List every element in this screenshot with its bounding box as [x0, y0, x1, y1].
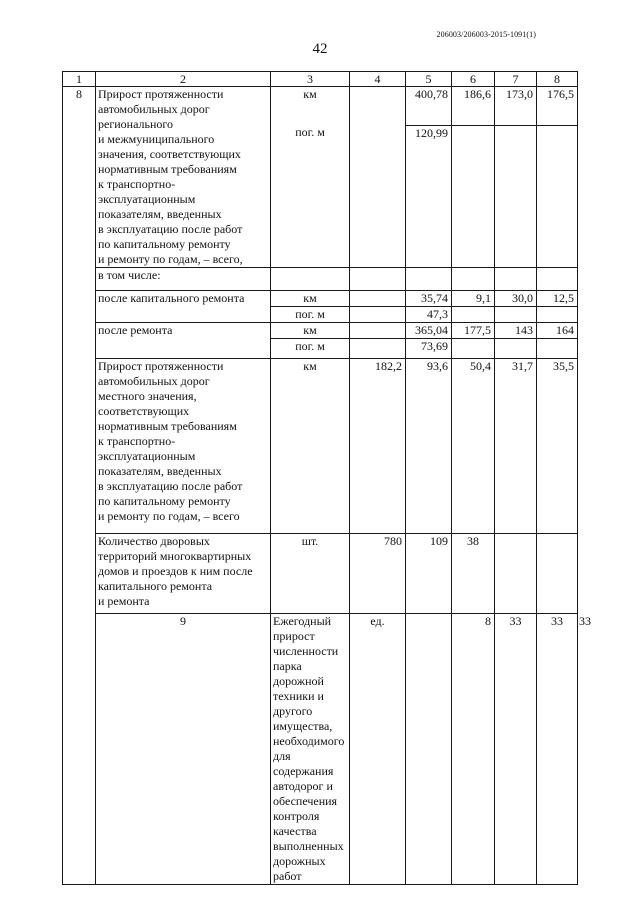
value-cell [350, 323, 406, 339]
unit-cell: пог. м [271, 125, 350, 267]
value-cell [537, 125, 578, 267]
value-cell: 33 [537, 614, 578, 885]
table-row [63, 268, 578, 291]
indicators-table [62, 71, 591, 885]
unit-cell: пог. м [271, 307, 350, 323]
value-cell: 143 [495, 323, 537, 339]
value-cell: 35,74 [406, 291, 452, 307]
including-label: в том числе: [96, 268, 271, 291]
value-cell: 47,3 [406, 307, 452, 323]
unit-cell: ед. [350, 614, 406, 885]
unit-cell: км [271, 291, 350, 307]
table-row [63, 87, 578, 126]
row-number: 8 [63, 87, 96, 885]
value-cell [350, 339, 406, 359]
column-header: 3 [271, 72, 350, 87]
value-cell: 780 [350, 534, 406, 614]
indicator-text: Прирост протяженности автомобильных дорог регионального и межмуниципального значения, соответствующих нормативным требованиям к транспортно- эксплуатационным показателям, введенных в эксплуатацию после работ по капитальному ремонту и ремонту по годам, – всего, [96, 87, 271, 268]
row-number: 9 [96, 614, 271, 885]
subitem-label: после капитального ремонта [96, 291, 271, 323]
value-cell: 120,99 [406, 125, 452, 267]
column-number-row [63, 72, 578, 87]
value-cell: 8 [452, 614, 495, 885]
unit-cell: шт. [271, 534, 350, 614]
column-header: 5 [406, 72, 452, 87]
unit-cell: км [271, 359, 350, 534]
unit-cell: км [271, 323, 350, 339]
value-cell [406, 614, 452, 885]
column-header: 2 [96, 72, 271, 87]
value-cell: 177,5 [452, 323, 495, 339]
value-cell: 9,1 [452, 291, 495, 307]
table-row: 9 Ежегодный прирост численности парка дорожной техники и другого имущества, необходимого для содержания автодорог и обеспечения контроля качества выполненных дорожных работ ед. 8 33 33 33 [63, 614, 578, 885]
column-header: 1 [63, 72, 96, 87]
value-cell [350, 87, 406, 126]
value-cell [350, 125, 406, 267]
column-header: 8 [537, 72, 578, 87]
value-cell: 93,6 [406, 359, 452, 534]
value-cell: 73,69 [406, 339, 452, 359]
value-cell: 173,0 [495, 87, 537, 126]
value-cell: 12,5 [537, 291, 578, 307]
value-cell: 50,4 [452, 359, 495, 534]
table-row [63, 291, 578, 307]
value-cell: 186,6 [452, 87, 495, 126]
value-cell: 30,0 [495, 291, 537, 307]
value-cell: 400,78 [406, 87, 452, 126]
subitem-label: после ремонта [96, 323, 271, 359]
indicator-text: Ежегодный прирост численности парка дорожной техники и другого имущества, необходимого для содержания автодорог и обеспечения контроля качества выполненных дорожных работ [271, 614, 350, 885]
indicator-text: Количество дворовых территорий многоквартирных домов и проездов к ним после капитального ремонта и ремонта [96, 534, 271, 614]
value-cell [452, 125, 495, 267]
value-cell: 33 [495, 614, 537, 885]
value-cell: 31,7 [495, 359, 537, 534]
value-cell: 109 [406, 534, 452, 614]
column-header: 7 [495, 72, 537, 87]
column-header: 4 [350, 72, 406, 87]
indicator-text: Прирост протяженности автомобильных дорог местного значения, соответствующих нормативным требованиям к транспортно- эксплуатационным показателям, введенных в эксплуатацию после работ по капитальному ремонту и ремонту по годам, – всего [96, 359, 271, 534]
value-cell: 164 [537, 323, 578, 339]
value-cell: 35,5 [537, 359, 578, 534]
table-row [63, 534, 578, 614]
value-cell [350, 307, 406, 323]
column-header: 6 [452, 72, 495, 87]
unit-cell: км [271, 87, 350, 126]
value-cell: 38 [452, 534, 495, 614]
page-number: 42 [312, 41, 328, 57]
value-cell: 182,2 [350, 359, 406, 534]
value-cell [495, 125, 537, 267]
value-cell: 365,04 [406, 323, 452, 339]
table-row [63, 359, 578, 534]
value-cell [350, 291, 406, 307]
document-id: 206003/206003-2015-1091(1) [436, 30, 536, 39]
table-row [63, 323, 578, 339]
value-cell: 176,5 [537, 87, 578, 126]
unit-cell: пог. м [271, 339, 350, 359]
